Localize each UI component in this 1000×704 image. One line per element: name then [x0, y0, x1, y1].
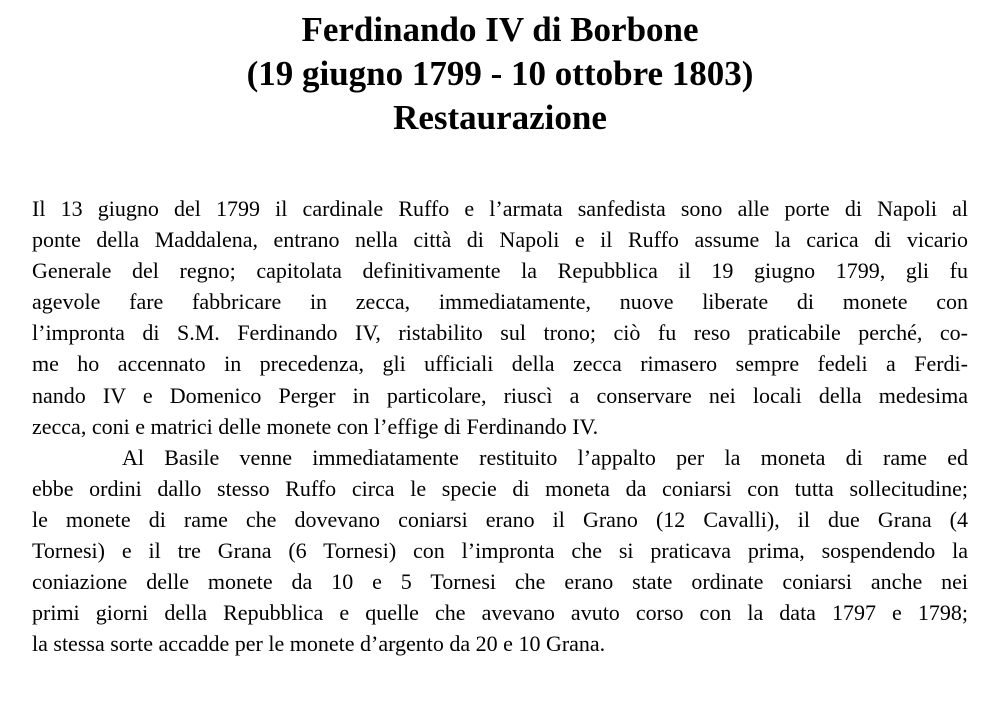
document-body — [32, 193, 968, 659]
title-line-1: Ferdinando IV di Borbone — [301, 10, 699, 49]
text-line: la stessa sorte accadde per le monete d’argento da 20 e 10 Grana. — [32, 631, 606, 657]
text-line: me ho accennato in precedenza, gli ufficiali della zecca rimasero sempre fedeli a Ferdi- — [32, 351, 968, 377]
text-line: Generale del regno; capitolata definitivamente la Repubblica il 19 giugno 1799, gli fu — [32, 258, 968, 284]
text-line: agevole fare fabbricare in zecca, immediatamente, nuove liberate di monete con — [32, 289, 968, 315]
document-title — [32, 0, 968, 140]
text-line: Il 13 giugno del 1799 il cardinale Ruffo e l’armata sanfedista sono alle porte di Napoli al — [32, 196, 968, 221]
title-line-3: Restaurazione — [393, 98, 607, 137]
text-line: primi giorni della Repubblica e quelle che avevano avuto corso con la data 1797 e 1798; — [32, 600, 968, 626]
text-line: l’impronta di S.M. Ferdinando IV, ristabilito sul trono; ciò fu reso praticabile perché, co- — [32, 320, 968, 346]
text-line: Al Basile venne immediatamente restituito l’appalto per la moneta di rame ed — [122, 444, 968, 470]
text-line: nando IV e Domenico Perger in particolare, riuscì a conservare nei locali della medesima — [32, 382, 968, 408]
text-line: ponte della Maddalena, entrano nella città di Napoli e il Ruffo assume la carica di vicario — [32, 227, 968, 253]
paragraph-2 — [32, 442, 968, 660]
title-line-2: (19 giugno 1799 - 10 ottobre 1803) — [246, 54, 754, 93]
paragraph-1 — [32, 193, 968, 442]
text-line: ebbe ordini dallo stesso Ruffo circa le specie di moneta da coniarsi con tutta sollecitudine; — [32, 475, 968, 501]
text-line: zecca, coni e matrici delle monete con l’effige di Ferdinando IV. — [32, 413, 599, 439]
text-line: le monete di rame che dovevano coniarsi erano il Grano (12 Cavalli), il due Grana (4 — [32, 506, 968, 532]
text-line: Tornesi) e il tre Grana (6 Tornesi) con l’impronta che si praticava prima, sospendendo la — [32, 538, 968, 564]
text-line: coniazione delle monete da 10 e 5 Tornesi che erano state ordinate coniarsi anche nei — [32, 569, 968, 595]
